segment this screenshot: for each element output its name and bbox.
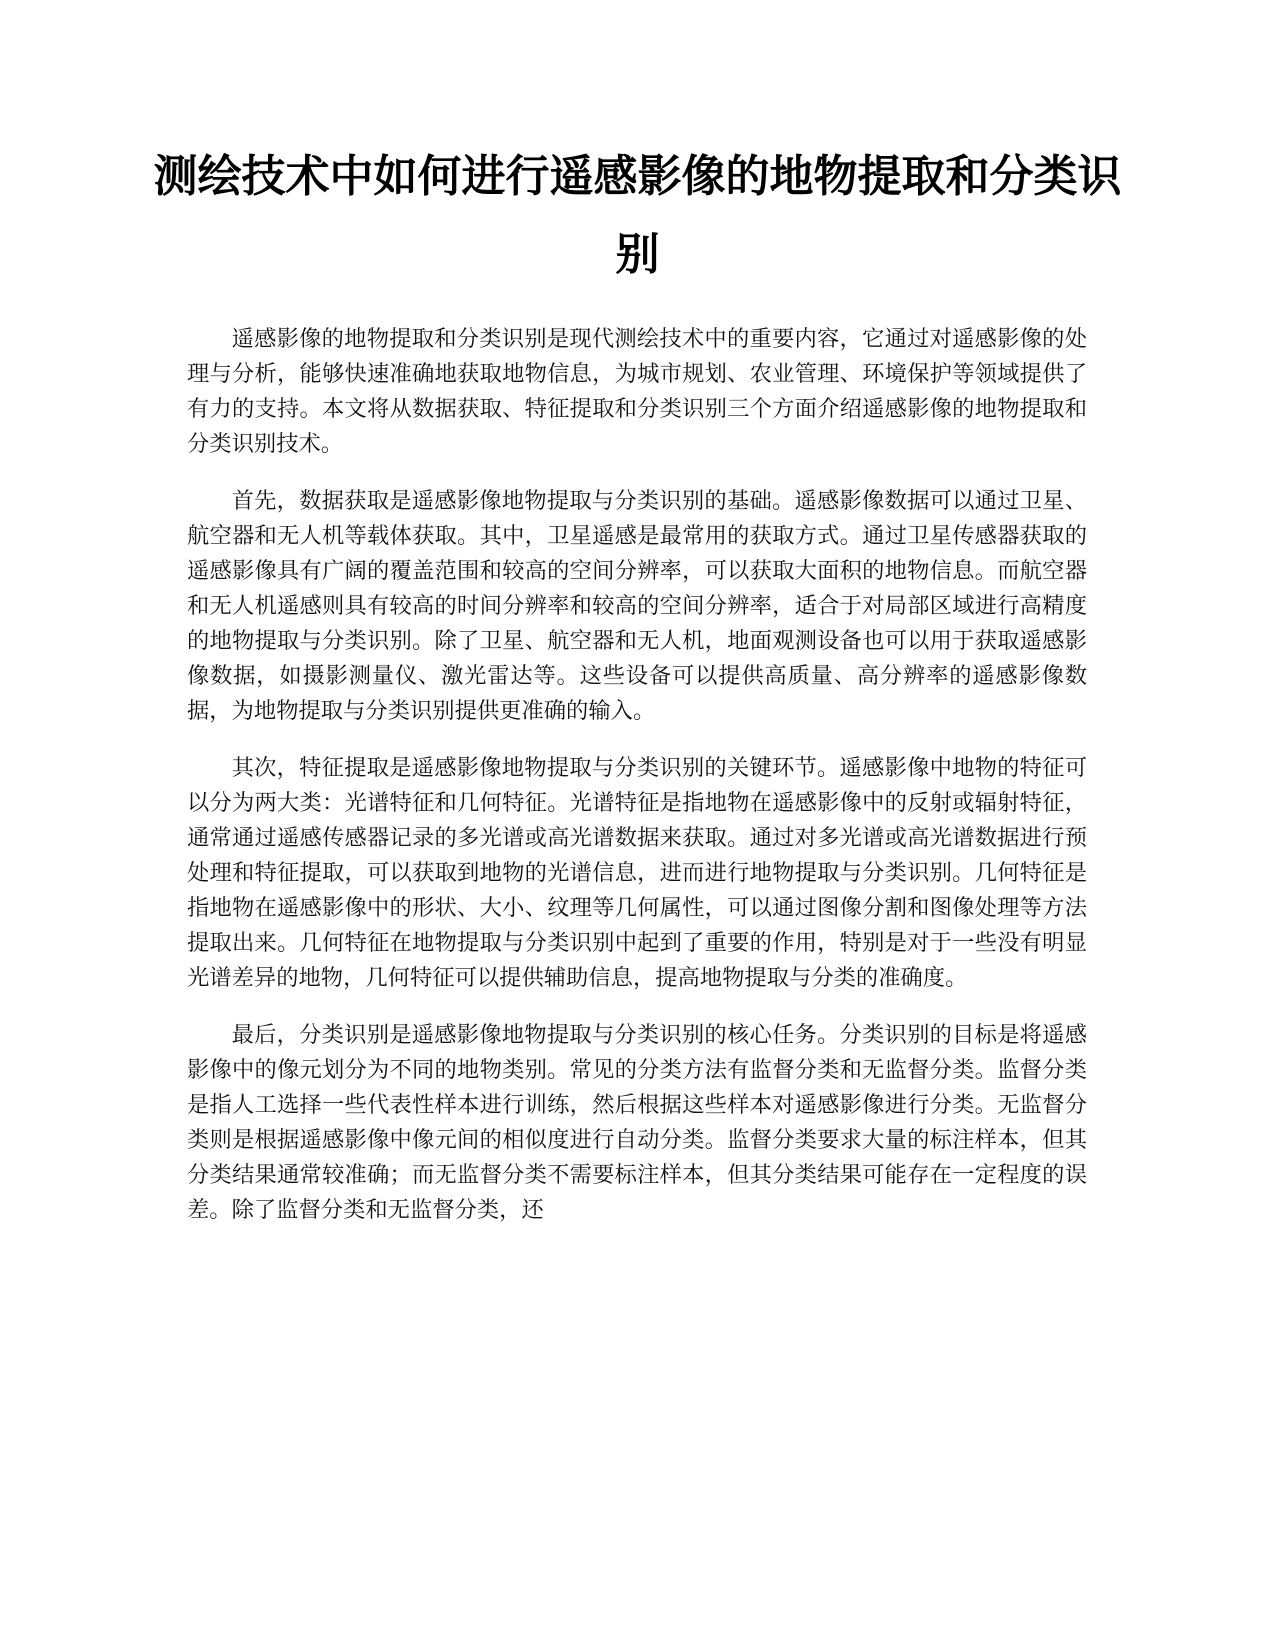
paragraph-feature-extraction: 其次，特征提取是遥感影像地物提取与分类识别的关键环节。遥感影像中地物的特征可以分为两大类：光谱特征和几何特征。光谱特征是指地物在遥感影像中的反射或辐射特征，通常通过遥感传感器记录的多光谱或高光谱数据来获取。通过对多光谱或高光谱数据进行预处理和特征提取，可以获取到地物的光谱信息，进而进行地物提取与分类识别。几何特征是指地物在遥感影像中的形状、大小、纹理等几何属性，可以通过图像分割和图像处理等方法提取出来。几何特征在地物提取与分类识别中起到了重要的作用，特别是对于一些没有明显光谱差异的地物，几何特征可以提供辅助信息，提高地物提取与分类的准确度。 [187,755,1087,991]
document-title: 测绘技术中如何进行遥感影像的地物提取和分类识别 [153,151,1122,280]
document-body [187,322,1087,1250]
paragraph-data-acquisition: 首先，数据获取是遥感影像地物提取与分类识别的基础。遥感影像数据可以通过卫星、航空器和无人机等载体获取。其中，卫星遥感是最常用的获取方式。通过卫星传感器获取的遥感影像具有广阔的覆盖范围和较高的空间分辨率，可以获取大面积的地物信息。而航空器和无人机遥感则具有较高的时间分辨率和较高的空间分辨率，适合于对局部区域进行高精度的地物提取与分类识别。除了卫星、航空器和无人机，地面观测设备也可以用于获取遥感影像数据，如摄影测量仪、激光雷达等。这些设备可以提供高质量、高分辨率的遥感影像数据，为地物提取与分类识别提供更准确的输入。 [187,488,1087,724]
paragraph-intro: 遥感影像的地物提取和分类识别是现代测绘技术中的重要内容，它通过对遥感影像的处理与分析，能够快速准确地获取地物信息，为城市规划、农业管理、环境保护等领域提供了有力的支持。本文将从数据获取、特征提取和分类识别三个方面介绍遥感影像的地物提取和分类识别技术。 [187,326,1087,457]
paragraph-classification: 最后，分类识别是遥感影像地物提取与分类识别的核心任务。分类识别的目标是将遥感影像中的像元划分为不同的地物类别。常见的分类方法有监督分类和无监督分类。监督分类是指人工选择一些代表性样本进行训练，然后根据这些样本对遥感影像进行分类。无监督分类则是根据遥感影像中像元间的相似度进行自动分类。监督分类要求大量的标注样本，但其分类结果通常较准确；而无监督分类不需要标注样本，但其分类结果可能存在一定程度的误差。除了监督分类和无监督分类，还 [187,1022,1087,1223]
